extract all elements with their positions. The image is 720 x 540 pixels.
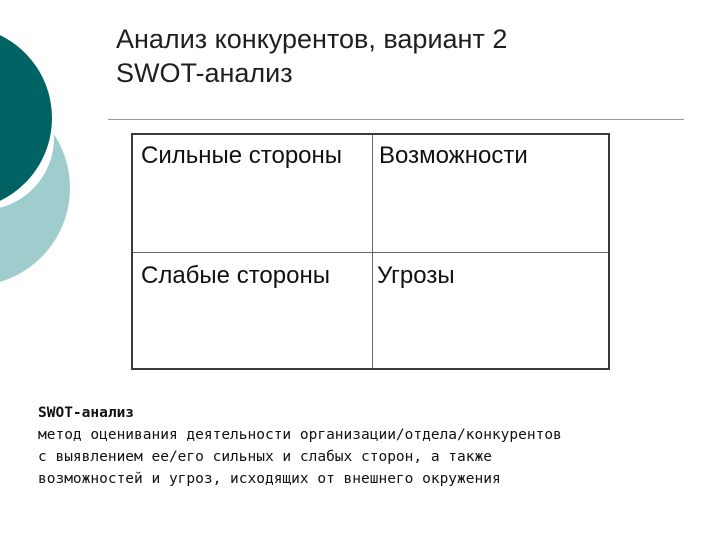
title-divider (108, 119, 684, 120)
opportunities-cell: Возможности (373, 135, 608, 253)
definition-line3: возможностей и угроз, исходящих от внешнего окружения (38, 471, 501, 487)
slide-title (116, 22, 507, 90)
definition-line1: метод оценивания деятельности организации/отдела/конкурентов (38, 427, 562, 443)
strengths-cell: Сильные стороны (133, 135, 373, 253)
swot-table (131, 133, 610, 370)
swot-definition (38, 402, 698, 490)
definition-line2: с выявлением ее/его сильных и слабых сторон, а также (38, 449, 492, 465)
weaknesses-cell: Слабые стороны (133, 253, 373, 368)
threats-cell: Угрозы (377, 262, 455, 289)
definition-title: SWOT-анализ (38, 405, 135, 421)
decorative-circles (0, 0, 120, 300)
slide-title-line2: SWOT-анализ (116, 58, 293, 88)
slide-title-line1: Анализ конкурентов, вариант 2 (116, 24, 508, 54)
